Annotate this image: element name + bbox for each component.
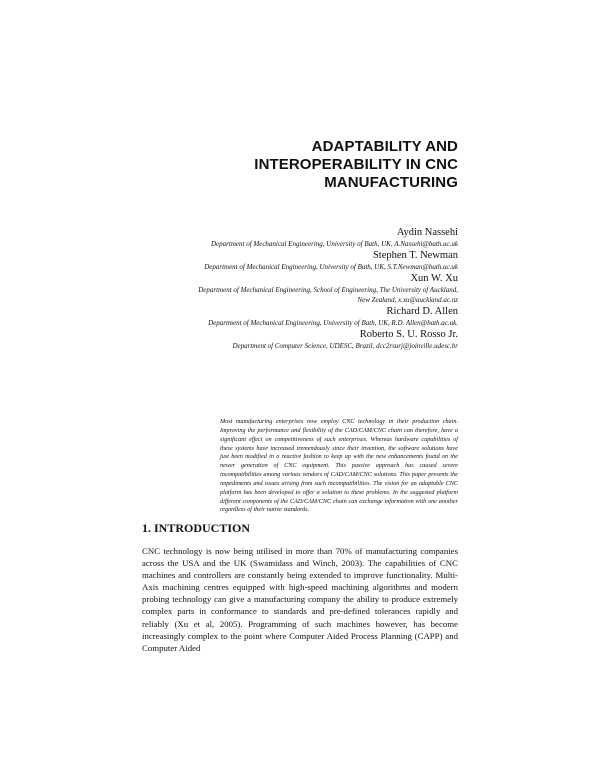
paper-title — [138, 138, 458, 192]
author-affiliation: Department of Mechanical Engineering, School of Engineering, The University of Auckland, — [198, 286, 458, 294]
abstract: Most manufacturing enterprises now employ CNC technology in their production chain. Improving the performance and flexibility of the CAD/CAM/CNC chain can therefore, have a significant effect on competitiveness of such enterprises. Whereas hardware capabilities of these systems have increased tremendously since their invention, the software solutions have just been modified in a reactive fashion to keep up with the new enhancements found on the newer generation of CNC equipment. This passive approach has caused severe incompatibilities among various vendors of CAD/CAM/CNC solutions. This paper presents the impediments and issues arising from such incompatibilities. The vision for an adaptable CNC platform has been developed to offer a solution to these problems. In the suggested platform different components of the CAD/CAM/CNC chain can exchange information with one another regardless of their native standards. — [220, 418, 458, 514]
author-affiliation: New Zealand, x.xu@auckland.ac.nz — [357, 296, 458, 304]
author-affiliation: Department of Mechanical Engineering, University of Bath, UK, S.T.Newman@bath.ac.uk — [204, 263, 458, 271]
author-affiliation: Department of Mechanical Engineering, University of Bath, UK, R.D. Allen@bath.ac.uk. — [208, 319, 458, 327]
title-line-1: ADAPTABILITY AND — [311, 138, 458, 155]
author-affiliation: Department of Mechanical Engineering, University of Bath, UK, A.Nassehi@bath.ac.uk — [211, 240, 458, 248]
author-name: Stephen T. Newman — [372, 250, 458, 261]
title-line-2: INTEROPERABILITY IN CNC — [254, 156, 458, 173]
author-name: Richard D. Allen — [386, 306, 458, 317]
section-body: CNC technology is now being utilised in more than 70% of manufacturing companies across the USA and the UK (Swamidass and Winch, 2003). The capabilities of CNC machines and controllers are constantly being extended to improve functionality. Multi-Axis machining centres equipped with high-speed machining algorithms and modern probing technology can give a manufacturing company the ability to produce extremely complex parts in conformance to standards and pre-defined tolerances rapidly and reliably (Xu et al, 2005). Programming of such machines however, has become increasingly complex to the point where Computer Aided Process Planning (CAPP) and Computer Aided — [142, 546, 458, 653]
author-affiliation: Department of Computer Science, UDESC, Brazil, dcc2rsurj@joinville.udesc.br — [232, 342, 458, 350]
author-block — [118, 226, 458, 351]
author-name: Aydin Nassehi — [396, 227, 458, 238]
section-heading: 1. INTRODUCTION — [142, 521, 251, 535]
title-line-3: MANUFACTURING — [324, 174, 458, 191]
author-name: Roberto S. U. Rosso Jr. — [359, 329, 458, 340]
author-name: Xun W. Xu — [410, 273, 458, 284]
